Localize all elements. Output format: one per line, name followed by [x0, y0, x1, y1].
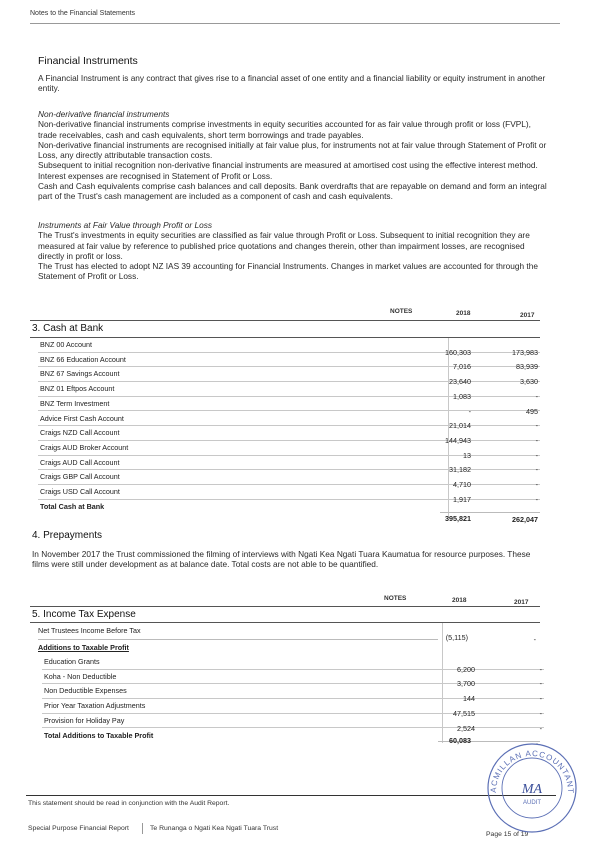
fair-value-para-1: The Trust's investments in equity securities are classified as fair value through Profit or Loss. Subsequent to initial recognition they are measured at fair value by reference to published price quotations and changes therein, other than impairment losses, are recognised directly in profit or loss. — [38, 230, 530, 261]
col-notes-header: NOTES — [384, 595, 407, 602]
row-label: Education Grants — [44, 657, 100, 666]
cash-at-bank-table — [30, 308, 542, 523]
value-2018: 1,917 — [453, 494, 471, 504]
footer-separator — [142, 823, 143, 834]
tax-total-2017: - — [535, 739, 538, 748]
footer-report-name: Special Purpose Financial Report — [28, 825, 129, 832]
row-label: Total Cash at Bank — [40, 501, 105, 511]
row-label: BNZ 66 Education Account — [40, 354, 126, 364]
value-2018: 3,700 — [457, 679, 475, 689]
value-2018: 4,710 — [453, 480, 471, 489]
row-label: Craigs AUD Call Account — [40, 457, 120, 467]
svg-text:MACMILLAN ACCOUNTANTS: ACMILLAN ACCOUNTANT — [488, 748, 576, 795]
row-label: BNZ 67 Savings Account — [40, 369, 120, 379]
prepayments-text: In November 2017 the Trust commissioned the filming of interviews with Ngati Kea Ngati Tuara Kaumatua for resource purposes. These films were still under development as at balance date. Total costs are not able to be quantified. — [32, 549, 531, 570]
value-2018: 144 — [463, 694, 475, 704]
page-header-title: Notes to the Financial Statements — [30, 10, 136, 17]
col-notes-header: NOTES — [390, 308, 413, 315]
row-label: BNZ Term Investment — [40, 398, 110, 408]
row-label: Provision for Holiday Pay — [44, 715, 125, 725]
value-2017: - — [539, 723, 542, 733]
prepayments-title: 4. Prepayments — [32, 530, 103, 541]
col-2017-header: 2017 — [520, 312, 535, 319]
fi-non-derivative-block — [38, 109, 548, 202]
row-label: Advice First Cash Account — [40, 413, 124, 423]
value-2018: - — [468, 406, 471, 416]
value-2018: 7,016 — [453, 362, 471, 372]
cash-total-2018: 395,821 — [445, 514, 471, 523]
value-2017: - — [539, 664, 542, 674]
row-label: BNZ 00 Account — [40, 340, 92, 349]
fair-value-para-2: The Trust has elected to adopt NZ IAS 39 accounting for Financial Instruments. Changes in market values are accounted for through the Statement of Profit or Loss. — [38, 261, 538, 282]
row-label: Craigs GBP Call Account — [40, 472, 120, 482]
tax-total-2018: 60,083 — [449, 736, 471, 745]
value-2018: 23,640 — [449, 377, 471, 387]
row-label: Total Additions to Taxable Profit — [44, 730, 154, 740]
value-2018: 6,200 — [457, 664, 475, 674]
value-2017: 3,630 — [520, 377, 538, 387]
financial-instruments-heading: Financial Instruments — [38, 55, 138, 67]
income-tax-table — [30, 595, 542, 748]
col-2018-header: 2018 — [456, 310, 471, 317]
table-row — [30, 391, 540, 412]
net-income-2017: - — [533, 635, 536, 644]
row-label: Koha - Non Deductible — [44, 671, 117, 681]
cash-at-bank-title: 3. Cash at Bank — [32, 323, 104, 334]
fi-intro-text: A Financial Instrument is any contract that gives rise to a financial asset of one entity and a financial liability or equity instrument in another entity. — [38, 73, 546, 94]
value-2017: 83,939 — [516, 362, 538, 372]
non-derivative-para-2: Non-derivative financial instruments are recognised initially at fair value plus, for instruments not at fair value through Statement of Profit or Loss, any directly attributable transaction costs. — [38, 139, 547, 161]
audit-report-note: This statement should be read in conjunction with the Audit Report. — [28, 800, 230, 807]
non-derivative-heading: Non-derivative financial instruments — [38, 109, 170, 119]
svg-text:AUDIT: AUDIT — [523, 800, 541, 806]
non-derivative-para-1: Non-derivative financial instruments comprise investments in equity securities accounted for as fair value through profit or loss (FVPL), trade receivables, cash and cash equivalents, short term borrowings and trade payables. — [38, 119, 531, 140]
fi-fair-value-block — [38, 220, 548, 282]
row-label: BNZ 01 Eftpos Account — [40, 384, 115, 394]
footer-divider — [26, 795, 556, 796]
value-2017: 495 — [526, 406, 538, 416]
value-2018: 2,524 — [457, 723, 475, 733]
row-label: Craigs NZD Call Account — [40, 428, 120, 438]
value-2017: - — [535, 421, 538, 431]
table-top-rule — [30, 320, 540, 321]
row-separator — [38, 639, 438, 640]
cash-total-2017: 262,047 — [512, 515, 538, 524]
svg-text:MA: MA — [521, 782, 543, 797]
value-2018: 160,303 — [445, 347, 471, 357]
net-income-label: Net Trustees Income Before Tax — [38, 626, 141, 635]
value-2018: 47,515 — [453, 708, 475, 718]
value-2017: - — [535, 391, 538, 401]
income-tax-title: 5. Income Tax Expense — [32, 609, 136, 620]
auditor-stamp — [482, 738, 582, 838]
page-number: Page 15 of 19 — [486, 831, 529, 838]
auditor-stamp-graphic — [482, 738, 582, 838]
row-label: Craigs USD Call Account — [40, 487, 120, 496]
value-2018: 144,943 — [445, 435, 471, 445]
table-top-rule — [30, 606, 540, 607]
non-derivative-para-4: Cash and Cash equivalents comprise cash balances and call deposits. Bank overdrafts that are repayable on demand and form an integral part of the Trust's cash management are included as a component of cash and cash equivalents. — [38, 181, 547, 202]
row-label: Non Deductible Expenses — [44, 686, 127, 696]
net-income-2018: (5,115) — [445, 633, 468, 642]
value-2018: 21,014 — [449, 421, 471, 431]
col-2017-header: 2017 — [514, 599, 529, 606]
footer-trust-name: Te Runanga o Ngati Kea Ngati Tuara Trust — [150, 825, 279, 832]
value-2017: - — [539, 679, 542, 689]
value-2017: - — [535, 450, 538, 460]
value-2017: - — [539, 708, 542, 718]
value-2018: 1,083 — [453, 391, 471, 401]
non-derivative-para-3: Subsequent to initial recognition non-derivative financial instruments are measured at amortised cost using the effective interest method. Interest expenses are recognised in Statement of Profit or Loss. — [38, 160, 538, 181]
row-label: Craigs AUD Broker Account — [40, 442, 129, 452]
value-2017: - — [539, 694, 542, 704]
header-divider — [30, 23, 560, 24]
value-2017: - — [535, 494, 538, 504]
section-rule — [30, 622, 540, 623]
fi-intro — [38, 73, 548, 94]
value-2017: - — [535, 480, 538, 489]
col-2018-header: 2018 — [452, 597, 467, 604]
value-2017: - — [535, 435, 538, 445]
row-label: Prior Year Taxation Adjustments — [44, 701, 146, 711]
value-2017: 173,983 — [512, 347, 538, 357]
total-rule — [440, 512, 540, 513]
fair-value-heading: Instruments at Fair Value through Profit or Loss — [38, 220, 213, 230]
additions-heading: Additions to Taxable Profit — [38, 643, 129, 652]
value-2017: - — [535, 465, 538, 475]
value-2018: 13 — [463, 450, 471, 460]
value-2018: 31,182 — [449, 465, 471, 475]
